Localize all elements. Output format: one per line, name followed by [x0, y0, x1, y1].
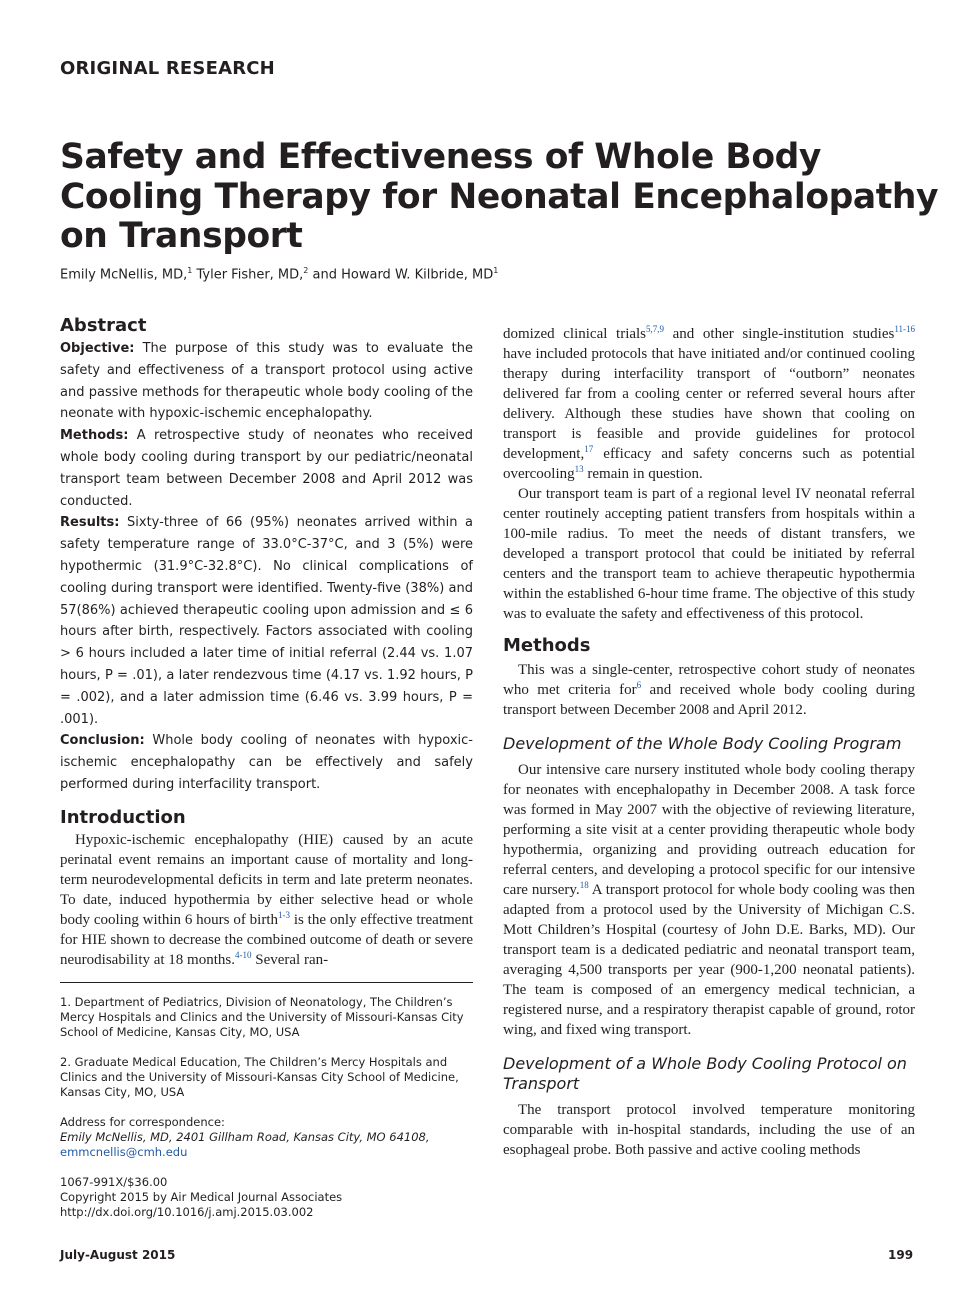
- citation-link[interactable]: 13: [574, 464, 584, 474]
- methods-heading: Methods: [503, 635, 591, 656]
- text: Hypoxic-ischemic encephalopathy (HIE) caused by an acute perinatal event remains an important cause of mortality and long-term neurodevelopmental deficits in term and late preterm neonates. To date, induced hypothermia by either selective head or whole body cooling within 6 hours of birth: [60, 831, 473, 928]
- abstract-methods: [60, 425, 473, 512]
- text: domized clinical trials: [503, 326, 647, 342]
- body-paragraph: The transport protocol involved temperature monitoring comparable with in-hospital standards, including the use of an esophageal probe. Both passive and active cooling methods: [503, 1102, 915, 1158]
- footnotes: [60, 982, 473, 1220]
- text: and other single-institution studies: [664, 326, 895, 342]
- citation-link[interactable]: 18: [579, 880, 589, 890]
- affiliation-mark: 1: [187, 266, 193, 275]
- body-paragraph: [503, 324, 915, 484]
- abstract-label: Conclusion:: [60, 733, 145, 749]
- text: is the only effective treatment for HIE shown to decrease the combined outcome of death or severe neurodisability at 18 months.: [60, 911, 473, 968]
- correspondence-label: Address for correspondence:: [60, 1115, 225, 1129]
- correspondence-address: Emily McNellis, MD, 2401 Gillham Road, Kansas City, MO 64108,: [60, 1130, 430, 1144]
- abstract-label: Methods:: [60, 428, 129, 444]
- abstract-text: Sixty-three of 66 (95%) neonates arrived within a safety temperature range of 33.0°C-37°C, and 3 (5%) were hypothermic (31.9°C-32.8°C). No clinical complications of cooling during transport were identified. Twenty-five (38%) and 57(86%) achieved therapeutic cooling upon admission and ≤ 6 hours after birth, respectively. Factors associated with cooling > 6 hours included a later time of initial referral (2.44 vs. 1.07 hours, P = .01), a later rendezvous time (4.17 vs. 1.92 hours, P = .002), and a later admission time (6.46 vs. 3.99 hours, P = .001).: [60, 515, 473, 727]
- abstract-conclusion: [60, 730, 473, 795]
- author-name: Tyler Fisher, MD,: [192, 267, 304, 283]
- issue-date: July-August 2015: [60, 1248, 176, 1262]
- abstract-text: Whole body cooling of neonates with hypoxic-ischemic encephalopathy can be effectively and safely performed during interfacility transport.: [60, 733, 473, 792]
- affiliation: 1. Department of Pediatrics, Division of Neonatology, The Children’s Mercy Hospitals and Clinics and the University of Missouri-Kansas City School of Medicine, Kansas City, MO, USA: [60, 995, 464, 1039]
- author-list: [60, 266, 498, 282]
- subsection-heading: Development of the Whole Body Cooling Program: [503, 734, 902, 753]
- body-paragraph: [503, 760, 915, 1040]
- text: Several ran-: [251, 951, 329, 968]
- section-label: ORIGINAL RESEARCH: [60, 58, 275, 79]
- abstract-label: Results:: [60, 515, 120, 531]
- citation-link[interactable]: 17: [584, 444, 594, 454]
- right-column: [503, 324, 915, 1160]
- copyright: Copyright 2015 by Air Medical Journal Associates: [60, 1190, 343, 1204]
- abstract-label: Objective:: [60, 341, 135, 356]
- introduction-section: [60, 806, 473, 970]
- affiliation-mark: 2: [303, 266, 309, 275]
- author-name: Emily McNellis, MD,: [60, 267, 188, 283]
- text: have included protocols that have initiated and/or continued cooling therapy during interfacility transport of “outborn” neonates delivered far from a cooling center or referred several hours after delivery. Although these studies have shown that cooling on transport is feasible and provide guidelines for protocol development,: [503, 346, 915, 462]
- body-paragraph: [503, 660, 915, 720]
- text: Our intensive care nursery instituted whole body cooling therapy for neonates with encephalopathy in December 2008. A task force was formed in May 2007 with the objective of reviewing literature, performing a site visit at a center providing therapeutic whole body hypothermia, organizing and providing outreach education for referral centers, and developing a protocol specific for our intensive care nursery.: [503, 762, 915, 898]
- article-title: Safety and Effectiveness of Whole Body Cooling Therapy for Neonatal Encephalopathy on Transport: [60, 137, 939, 256]
- abstract-text: A retrospective study of neonates who received whole body cooling during transport by our pediatric/neonatal transport team between December 2008 and April 2012 was conducted.: [60, 428, 473, 509]
- text: This was a single-center, retrospective cohort study of neonates who met criteria for: [503, 662, 915, 698]
- introduction-heading: Introduction: [60, 806, 186, 828]
- issn: 1067-991X/$36.00: [60, 1175, 168, 1189]
- text: remain in question.: [583, 466, 703, 482]
- body-paragraph: [60, 830, 473, 970]
- abstract-heading: Abstract: [60, 315, 147, 336]
- citation-link[interactable]: 11-16: [894, 324, 915, 334]
- affiliation-mark: 1: [493, 266, 499, 275]
- abstract-text: The purpose of this study was to evaluate the safety and effectiveness of a transport protocol using active and passive methods for therapeutic whole body cooling of the neonate with hypoxic-ischemic encephalopathy.: [60, 341, 473, 422]
- text: efficacy and safety concerns such as potential overcooling: [503, 446, 915, 482]
- abstract-objective: [60, 338, 473, 425]
- subsection-heading: Development of a Whole Body Cooling Protocol on Transport: [503, 1054, 907, 1093]
- doi-link[interactable]: http://dx.doi.org/10.1016/j.amj.2015.03.002: [60, 1205, 314, 1219]
- body-paragraph: Our transport team is part of a regional level IV neonatal referral center routinely accepting patient transfers from hospitals within a 100-mile radius. To meet the needs of distant transfers, we developed a transport protocol that could be initiated by referral centers and the transport team to achieve therapeutic hypothermia within the established 6-hour time frame. The objective of this study was to evaluate the safety and effectiveness of this protocol.: [503, 486, 915, 622]
- page-number: 199: [888, 1248, 914, 1262]
- email-link[interactable]: emmcnellis@cmh.edu: [60, 1145, 188, 1159]
- citation-link[interactable]: 1-3: [278, 909, 290, 920]
- left-column: [60, 314, 473, 970]
- affiliation: 2. Graduate Medical Education, The Children’s Mercy Hospitals and Clinics and the University of Missouri-Kansas City School of Medicine, Kansas City, MO, USA: [60, 1055, 459, 1099]
- citation-link[interactable]: 5,7,9: [646, 324, 665, 334]
- author-name: and Howard W. Kilbride, MD: [308, 267, 494, 283]
- citation-link[interactable]: 6: [636, 680, 642, 690]
- citation-link[interactable]: 4-10: [234, 949, 252, 960]
- text: and received whole body cooling during transport between December 2008 and April 2012.: [503, 682, 916, 718]
- abstract: [60, 314, 473, 796]
- text: A transport protocol for whole body cooling was then adapted from a protocol used by the University of Michigan C.S. Mott Children’s Hospital (courtesy of John D.E. Barks, MD). Our transport team is a dedicated pediatric and neonatal transport team, averaging 4,500 transports per year (900-1,200 neonatal patients). The team is composed of an emergency medical technician, a registered nurse, and a respiratory therapist capable of ground, rotor wing, and fixed wing transport.: [503, 882, 916, 1038]
- abstract-results: [60, 512, 473, 730]
